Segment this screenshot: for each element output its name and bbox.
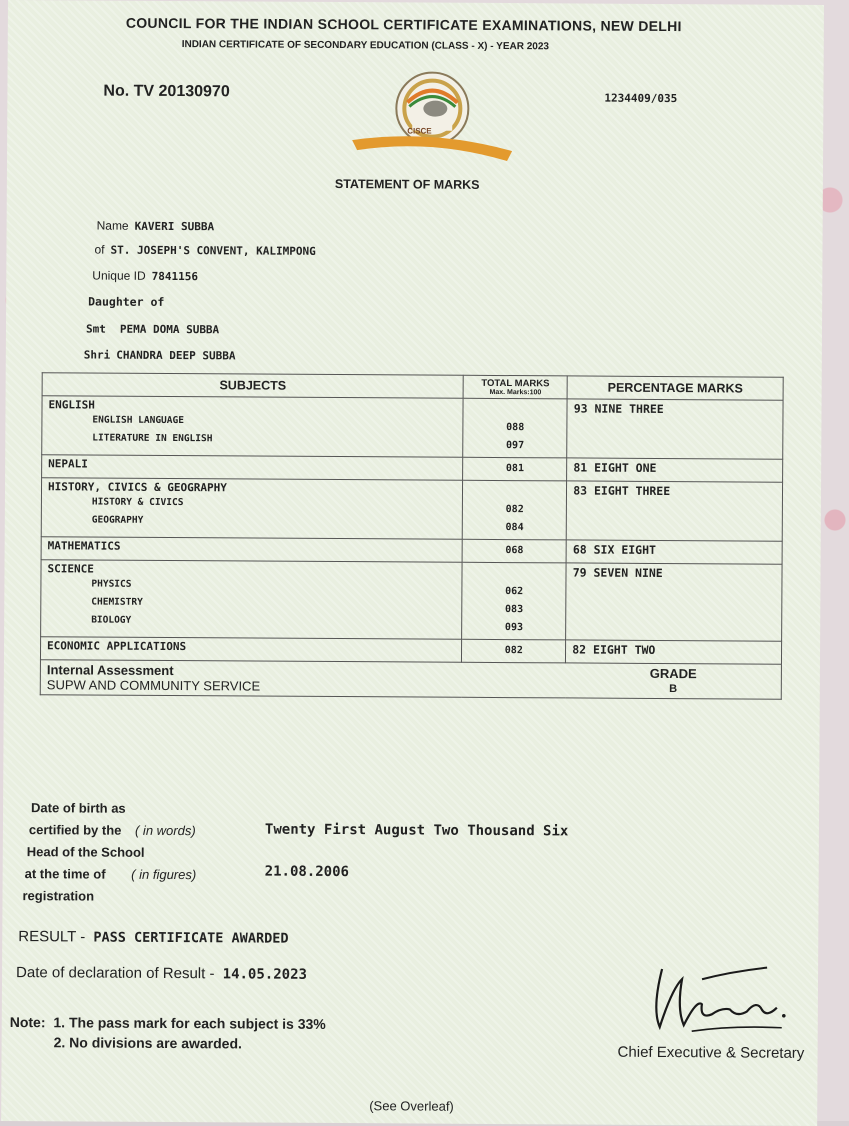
uid-label: Unique ID — [92, 268, 146, 283]
dob-in-figures: 21.08.2006 — [264, 863, 350, 881]
table-row — [41, 478, 782, 542]
grade-value: B — [669, 683, 678, 696]
note-1-row — [10, 1014, 326, 1032]
internal-assessment-label: Internal Assessment — [46, 662, 174, 679]
relation-label: Daughter of — [88, 294, 165, 309]
table-row — [41, 560, 782, 642]
candidate-name: KAVERI SUBBA — [134, 219, 215, 234]
dob-line-5: registration — [22, 888, 95, 904]
name-row — [97, 219, 215, 234]
sub-subject: ENGLISH LANGUAGE — [92, 414, 184, 427]
marks-value: 093 — [504, 622, 524, 634]
dob-in-words: Twenty First August Two Thousand Six — [264, 821, 569, 840]
subject-name: ECONOMIC APPLICATIONS — [47, 639, 187, 654]
marks-value: 082 — [505, 504, 524, 516]
marks-statement-sheet — [1, 0, 824, 1126]
marks-table — [40, 372, 784, 700]
marks-value: 088 — [506, 422, 525, 434]
dob-line-1: Date of birth as — [31, 800, 126, 816]
subject-name: HISTORY, CIVICS & GEOGRAPHY — [47, 480, 227, 495]
marks-value: 081 — [505, 463, 525, 475]
unique-id: 7841156 — [151, 269, 199, 284]
percentage-value: 82 EIGHT TWO — [566, 640, 782, 664]
internal-assessment-row — [40, 660, 781, 700]
marks-value: 062 — [505, 586, 524, 598]
note-label: Note: — [9, 1014, 46, 1031]
dob-line-2 — [29, 822, 196, 838]
sub-subject: CHEMISTRY — [91, 596, 143, 608]
percentage-value: 81 EIGHT ONE — [567, 458, 783, 482]
total-marks-header — [463, 375, 567, 399]
sub-subject: BIOLOGY — [91, 614, 132, 626]
dob-line-4 — [25, 866, 197, 882]
sub-subject: PHYSICS — [91, 578, 132, 590]
shri-label: Shri — [83, 348, 111, 362]
percentage-header: PERCENTAGE MARKS — [567, 376, 783, 400]
declaration-row — [16, 964, 307, 983]
exam-title: INDIAN CERTIFICATE OF SECONDARY EDUCATION (CLASS - X) - YEAR 2023 — [181, 39, 550, 53]
percentage-value: 79 SEVEN NINE — [566, 563, 782, 641]
of-label: of — [94, 242, 105, 257]
uid-row — [92, 269, 198, 284]
subject-name: SCIENCE — [47, 562, 94, 576]
in-figures-label: ( in figures) — [131, 866, 197, 883]
marks-value: 084 — [505, 522, 524, 534]
subject-name: MATHEMATICS — [47, 539, 121, 553]
sub-subject: HISTORY & CIVICS — [91, 496, 184, 509]
signatory-title: Chief Executive & Secretary — [617, 1043, 805, 1062]
note-2: 2. No divisions are awarded. — [53, 1034, 242, 1052]
dob-certified-label: certified by the — [28, 822, 122, 838]
declaration-date: 14.05.2023 — [222, 966, 308, 983]
subjects-header: SUBJECTS — [42, 373, 463, 399]
certificate-number: No. TV 20130970 — [103, 82, 230, 101]
name-label: Name — [96, 218, 129, 233]
result-label: RESULT - — [18, 928, 86, 946]
reference-number: 1234409/035 — [604, 91, 678, 106]
marks-value: 082 — [504, 645, 523, 657]
note-1: 1. The pass mark for each subject is 33% — [53, 1014, 326, 1032]
in-words-label: ( in words) — [134, 822, 196, 839]
sub-subject: GEOGRAPHY — [91, 514, 144, 526]
council-title: COUNCIL FOR THE INDIAN SCHOOL CERTIFICATE EXAMINATIONS, NEW DELHI — [125, 14, 682, 35]
result-row — [18, 928, 288, 947]
marks-value: 068 — [505, 545, 524, 557]
declaration-label: Date of declaration of Result - — [16, 964, 215, 983]
total-marks-label: TOTAL MARKS — [481, 377, 550, 390]
mother-name: PEMA DOMA SUBBA — [119, 322, 220, 337]
sub-subject: LITERATURE IN ENGLISH — [92, 432, 213, 445]
subject-name: NEPALI — [48, 457, 88, 471]
marks-value: 097 — [506, 440, 525, 452]
subject-name: ENGLISH — [48, 398, 95, 412]
dob-time-label: at the time of — [24, 866, 106, 882]
marks-value: 083 — [505, 604, 524, 616]
mother-row — [86, 322, 219, 336]
percentage-value: 93 NINE THREE — [567, 399, 783, 459]
dob-line-3: Head of the School — [26, 844, 145, 860]
cisce-logo-emblem — [347, 68, 518, 169]
school-row — [94, 243, 315, 258]
statement-heading: STATEMENT OF MARKS — [334, 177, 480, 192]
percentage-value: 68 SIX EIGHT — [566, 540, 782, 564]
percentage-value: 83 EIGHT THREE — [566, 481, 782, 541]
logo-text: CISCE — [407, 126, 432, 136]
grade-label: GRADE — [649, 665, 697, 682]
see-overleaf: (See Overleaf) — [369, 1098, 454, 1114]
signature-image — [642, 959, 792, 1040]
table-row — [42, 396, 783, 460]
smt-label: Smt — [85, 322, 106, 336]
max-marks-label: Max. Marks:100 — [489, 388, 542, 397]
school-name: ST. JOSEPH'S CONVENT, KALIMPONG — [110, 243, 316, 258]
supw-subject: SUPW AND COMMUNITY SERVICE — [46, 677, 261, 694]
father-name: CHANDRA DEEP SUBBA — [116, 348, 236, 363]
father-row — [84, 348, 236, 362]
result-value: PASS CERTIFICATE AWARDED — [93, 929, 289, 947]
